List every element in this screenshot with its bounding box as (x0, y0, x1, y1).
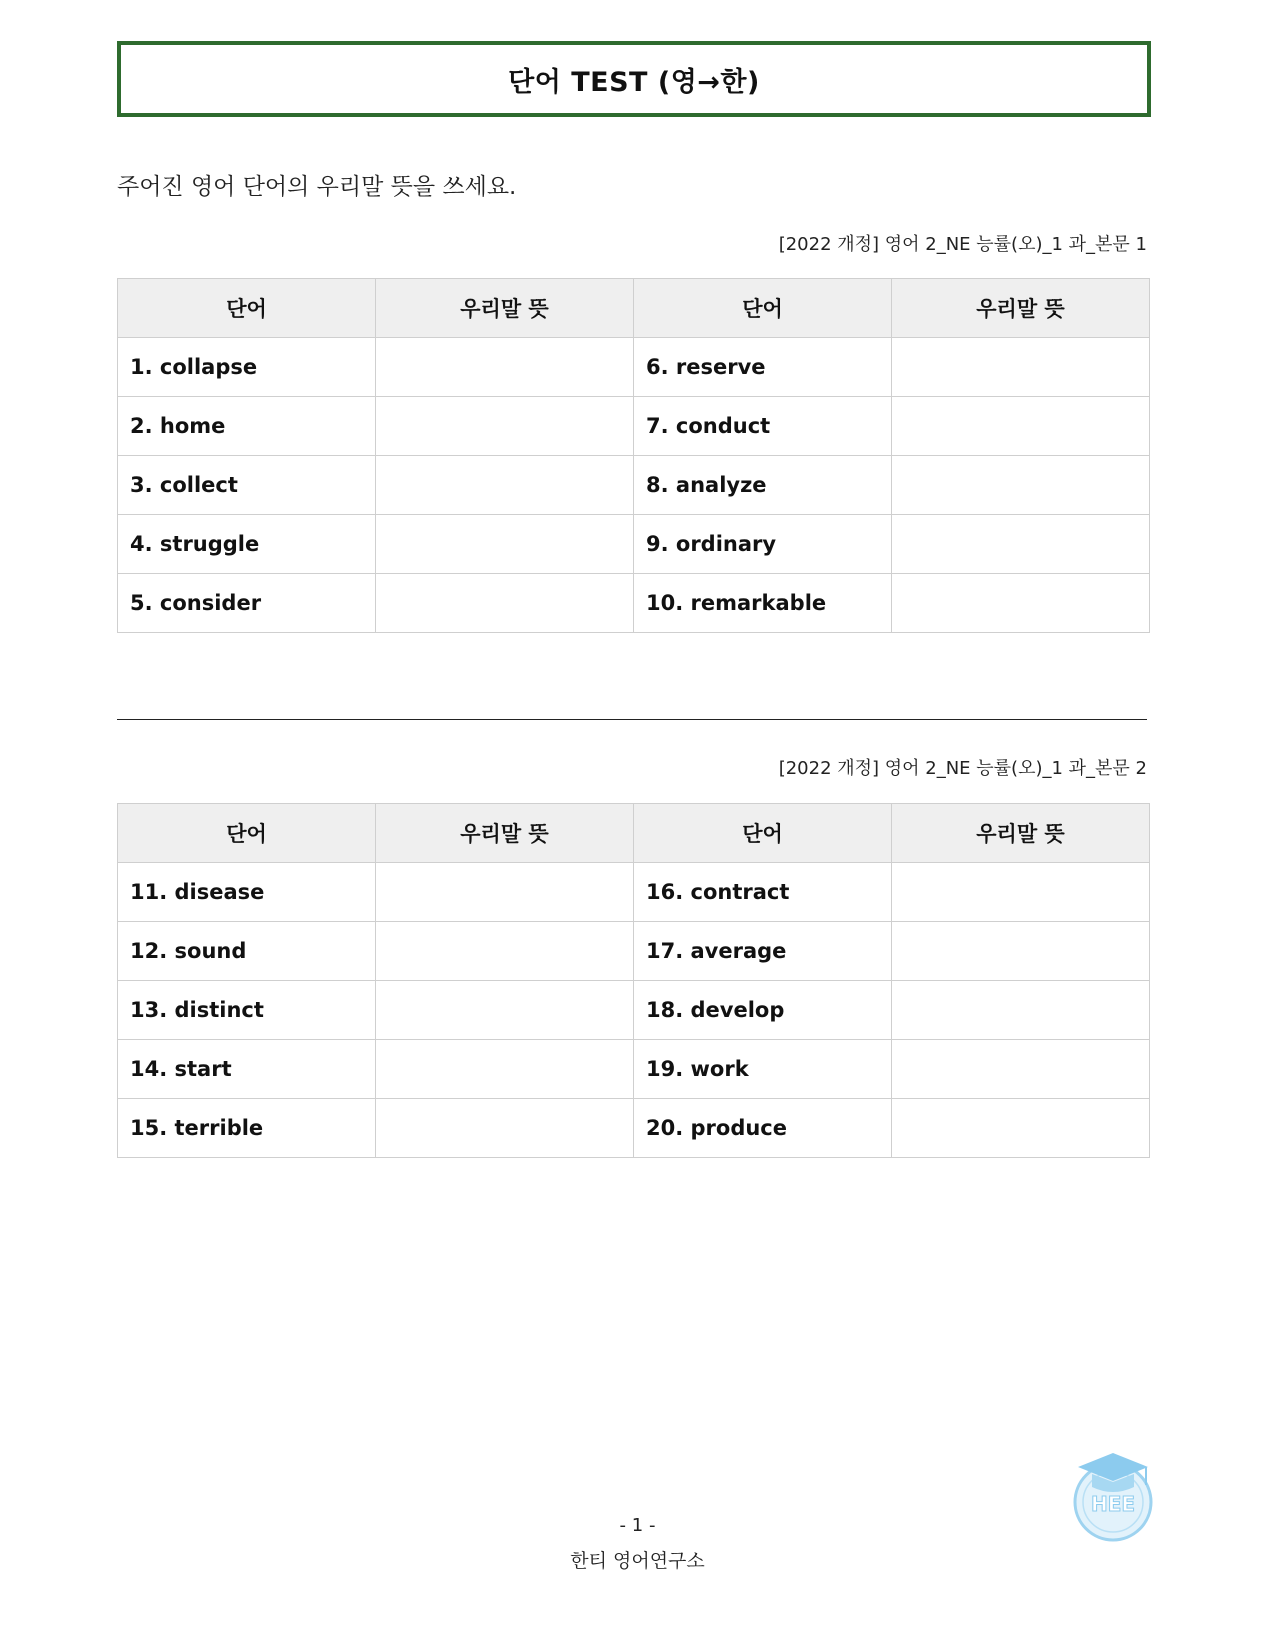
answer-cell[interactable] (376, 1099, 634, 1158)
word-cell: 6. reserve (634, 338, 892, 397)
section-divider (117, 719, 1147, 720)
word-cell: 16. contract (634, 863, 892, 922)
header-word: 단어 (634, 279, 892, 338)
answer-cell[interactable] (376, 338, 634, 397)
word-cell: 19. work (634, 1040, 892, 1099)
table-row (118, 1099, 1150, 1158)
word-cell: 12. sound (118, 922, 376, 981)
section-source-1: [2022 개정] 영어 2_NE 능률(오)_1 과_본문 1 (778, 234, 1147, 255)
answer-cell[interactable] (376, 397, 634, 456)
table-row (118, 456, 1150, 515)
answer-cell[interactable] (892, 863, 1150, 922)
answer-cell[interactable] (892, 456, 1150, 515)
header-meaning: 우리말 뜻 (376, 804, 634, 863)
word-cell: 7. conduct (634, 397, 892, 456)
word-cell: 11. disease (118, 863, 376, 922)
answer-cell[interactable] (892, 574, 1150, 633)
vocab-table-1 (117, 278, 1150, 633)
page-number: - 1 - (619, 1515, 656, 1536)
section-source-2: [2022 개정] 영어 2_NE 능률(오)_1 과_본문 2 (778, 758, 1147, 779)
table-row (118, 981, 1150, 1040)
answer-cell[interactable] (376, 1040, 634, 1099)
table-row (118, 515, 1150, 574)
header-meaning: 우리말 뜻 (892, 279, 1150, 338)
title-box (117, 41, 1151, 117)
word-cell: 18. develop (634, 981, 892, 1040)
answer-cell[interactable] (376, 922, 634, 981)
answer-cell[interactable] (892, 338, 1150, 397)
answer-cell[interactable] (892, 1040, 1150, 1099)
word-cell: 15. terrible (118, 1099, 376, 1158)
header-meaning: 우리말 뜻 (376, 279, 634, 338)
answer-cell[interactable] (892, 1099, 1150, 1158)
header-word: 단어 (118, 804, 376, 863)
table-header-row (118, 279, 1150, 338)
table-row (118, 863, 1150, 922)
header-meaning: 우리말 뜻 (892, 804, 1150, 863)
word-cell: 4. struggle (118, 515, 376, 574)
answer-cell[interactable] (376, 574, 634, 633)
word-cell: 20. produce (634, 1099, 892, 1158)
word-cell: 9. ordinary (634, 515, 892, 574)
table-row (118, 338, 1150, 397)
word-cell: 10. remarkable (634, 574, 892, 633)
answer-cell[interactable] (376, 456, 634, 515)
word-cell: 14. start (118, 1040, 376, 1099)
vocab-table-2 (117, 803, 1150, 1158)
header-word: 단어 (634, 804, 892, 863)
footer-organization: 한티 영어연구소 (570, 1550, 705, 1572)
word-cell: 3. collect (118, 456, 376, 515)
answer-cell[interactable] (892, 922, 1150, 981)
table-row (118, 1040, 1150, 1099)
answer-cell[interactable] (376, 515, 634, 574)
word-cell: 2. home (118, 397, 376, 456)
answer-cell[interactable] (892, 981, 1150, 1040)
answer-cell[interactable] (892, 515, 1150, 574)
logo-text: HEE (1090, 1492, 1136, 1516)
answer-cell[interactable] (892, 397, 1150, 456)
word-cell: 17. average (634, 922, 892, 981)
table-header-row (118, 804, 1150, 863)
instruction-text: 주어진 영어 단어의 우리말 뜻을 쓰세요. (117, 174, 517, 200)
table-row (118, 574, 1150, 633)
word-cell: 5. consider (118, 574, 376, 633)
answer-cell[interactable] (376, 863, 634, 922)
page-title: 단어 TEST (영→한) (508, 66, 760, 98)
answer-cell[interactable] (376, 981, 634, 1040)
word-cell: 1. collapse (118, 338, 376, 397)
word-cell: 13. distinct (118, 981, 376, 1040)
word-cell: 8. analyze (634, 456, 892, 515)
table-row (118, 397, 1150, 456)
table-row (118, 922, 1150, 981)
header-word: 단어 (118, 279, 376, 338)
